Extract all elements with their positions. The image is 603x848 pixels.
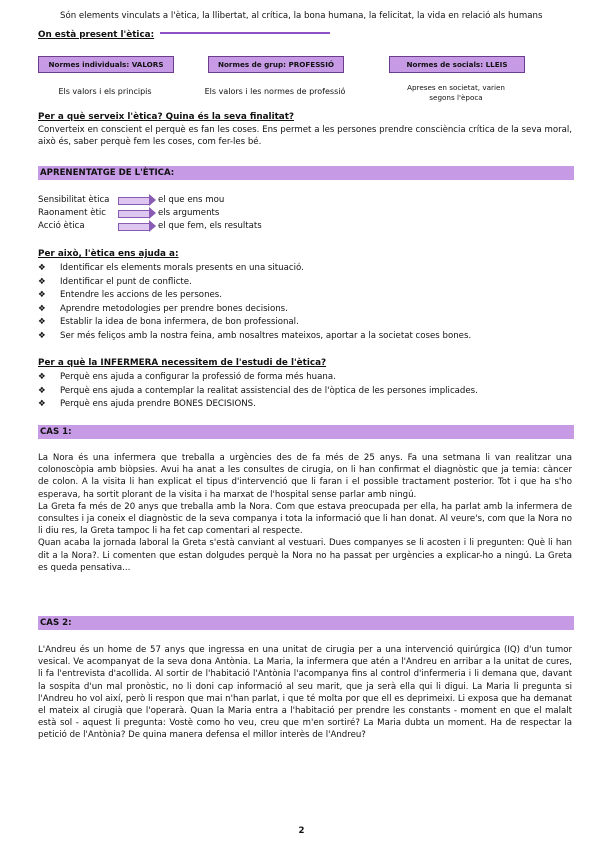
bullet-icon: ❖ bbox=[38, 317, 46, 327]
list-item: ❖ Perquè ens ajuda a contemplar la realitat assistencial des de l'òptica de les persones implicades. bbox=[38, 385, 478, 396]
bullet-icon: ❖ bbox=[38, 276, 46, 287]
list-item: ❖ Identificar el punt de conflicte. bbox=[38, 276, 192, 287]
bullet-icon: ❖ bbox=[38, 303, 46, 314]
box-social-norms: Normes de socials: LLEIS bbox=[389, 56, 525, 73]
list-item: ❖ Ser més feliços amb la nostra feina, amb nosaltres mateixos, aportar a la societat coses bones. bbox=[38, 330, 472, 341]
bullet-icon: ❖ bbox=[38, 399, 46, 409]
list-item: ❖ Perquè ens ajuda prendre BONES DECISIONS. bbox=[38, 399, 256, 409]
case1-paragraph: La Nora és una infermera que treballa a urgències des de fa més de 25 anys. Fa una setmana li van realitzar una colonoscòpia amb biòpsies. Avui ha anat a les consultes de cirugia, on li han confirmat el diagnòstic que ja temia: càncer de colon. A la visita li han explicat el tipus d'intervenció que li faran i el possible tractament posterior. Tot i que ha s'ho esperava, ha sortit plorant de la visita i ha marxat de l'hospital sense parlar amb ningú. bbox=[38, 453, 572, 500]
box-individual-norms: Normes individuals: VALORS bbox=[38, 56, 174, 73]
arrow-right-icon bbox=[118, 210, 150, 218]
bullet-icon: ❖ bbox=[38, 290, 46, 300]
learning-desc-3: el que fem, els resultats bbox=[158, 221, 262, 231]
bullet-icon: ❖ bbox=[38, 263, 46, 273]
learning-term-2: Raonament ètic bbox=[38, 208, 106, 218]
nurse-list bbox=[38, 371, 572, 412]
nurse-heading: Per a què la INFERMERA necessitem de l'estudi de l'ètica? bbox=[38, 358, 327, 368]
case2-text: L'Andreu és un home de 57 anys que ingressa en una unitat de cirugia per a una intervenció quirúrgica (IQ) d'un tumor vesical. Ve acompanyat de la seva dona Antònia. La Maria, la infermera que atén a l'Andreu en arribar a la unitat de cures, li fa l'entrevista d'acollida. Al sortir de l'habitació l'Antònia l'acompanya fins al control d'infermeria i li demana que, davant la sospita d'un mal pronòstic, no li doni cap informació al seu marit, que ja serà ella qui li digui. La Maria li pregunta si l'Andreu ho vol així, però li respon que mai n'han parlat, i que té molta por que ell es deprimeixi. Li exposa que ha demanat el mateix al cirugià que l'operarà. Quan la Maria entra a l'habitació per prendre les constants - moment en que el malalt està sol - aquest li pregunta: Vostè como ho veu, creu que m'en sortiré? La Maria dubta un moment. Ha de respectar la petició de l'Antònia? De quina manera defensa el millor interès de l'Andreu? bbox=[38, 645, 572, 741]
caption-social: Apreses en societat, varien segons l'època bbox=[407, 83, 505, 103]
intro-line: Són elements vinculats a l'ètica, la llibertat, al crítica, la bona humana, la felicitat, la vida en relació als humans bbox=[60, 11, 543, 21]
divider-line bbox=[160, 32, 330, 34]
case1-paragraph: La Greta fa més de 20 anys que treballa amb la Nora. Com que estava preocupada per ella, ha parlat amb la infermera de consultes i ja coneix el diagnòstic de la seva companya i tota la informació que li han donat. Al veure's, com que la Nora no li diu res, la Greta tampoc li ha fet cap comentari al respecte. bbox=[38, 501, 572, 537]
list-item: ❖ Perquè ens ajuda a configurar la professió de forma més huana. bbox=[38, 372, 336, 382]
learning-band: APRENENTATGE DE L'ÈTICA: bbox=[38, 166, 574, 180]
case1-paragraph: Quan acaba la jornada laboral la Greta s'està canviant al vestuari. Dues companyes se li acosten i li pregunten: Què li han dit a la Nora?. Li comenten que estan dolgudes perquè la Nora no ha passat per urgències a explicar-ho a ningú. La Greta es queda pensativa... bbox=[38, 538, 572, 573]
case2-band: CAS 2: bbox=[38, 616, 574, 630]
list-item: ❖ Entendre les accions de les persones. bbox=[38, 290, 223, 300]
list-item: ❖ Aprendre metodologies per prendre bones decisions. bbox=[38, 303, 288, 314]
list-item: ❖ Identificar els elements morals presents en una situació. bbox=[38, 263, 304, 273]
caption-group: Els valors i les normes de professió bbox=[204, 87, 346, 96]
present-heading: On està present l'ètica: bbox=[38, 30, 155, 40]
arrow-right-icon bbox=[118, 223, 150, 231]
case1-band: CAS 1: bbox=[38, 425, 574, 439]
learning-desc-1: el que ens mou bbox=[158, 195, 225, 205]
helps-heading: Per això, l'ètica ens ajuda a: bbox=[38, 249, 179, 259]
case1-body bbox=[38, 452, 572, 574]
bullet-icon: ❖ bbox=[38, 372, 46, 382]
box-group-norms: Normes de grup: PROFESSIÓ bbox=[208, 56, 344, 73]
helps-list bbox=[38, 262, 572, 343]
purpose-text: Converteix en conscient el perquè es fan les coses. Ens permet a les persones prendre consciència crítica de la seva moral, això és, saber perquè fem les coses, com fer-les bé. bbox=[38, 125, 572, 148]
learning-term-3: Acció ètica bbox=[38, 221, 85, 231]
learning-desc-2: els arguments bbox=[158, 208, 220, 218]
learning-term-1: Sensibilitat ètica bbox=[38, 195, 110, 205]
caption-individual: Els valors i els principis bbox=[58, 87, 152, 96]
arrow-right-icon bbox=[118, 197, 150, 205]
list-item: ❖ Establir la idea de bona infermera, de bon professional. bbox=[38, 317, 299, 327]
page-number: 2 bbox=[298, 826, 305, 836]
purpose-heading: Per a què serveix l'ètica? Quina és la seva finalitat? bbox=[38, 112, 295, 122]
bullet-icon: ❖ bbox=[38, 385, 46, 396]
bullet-icon: ❖ bbox=[38, 330, 46, 341]
